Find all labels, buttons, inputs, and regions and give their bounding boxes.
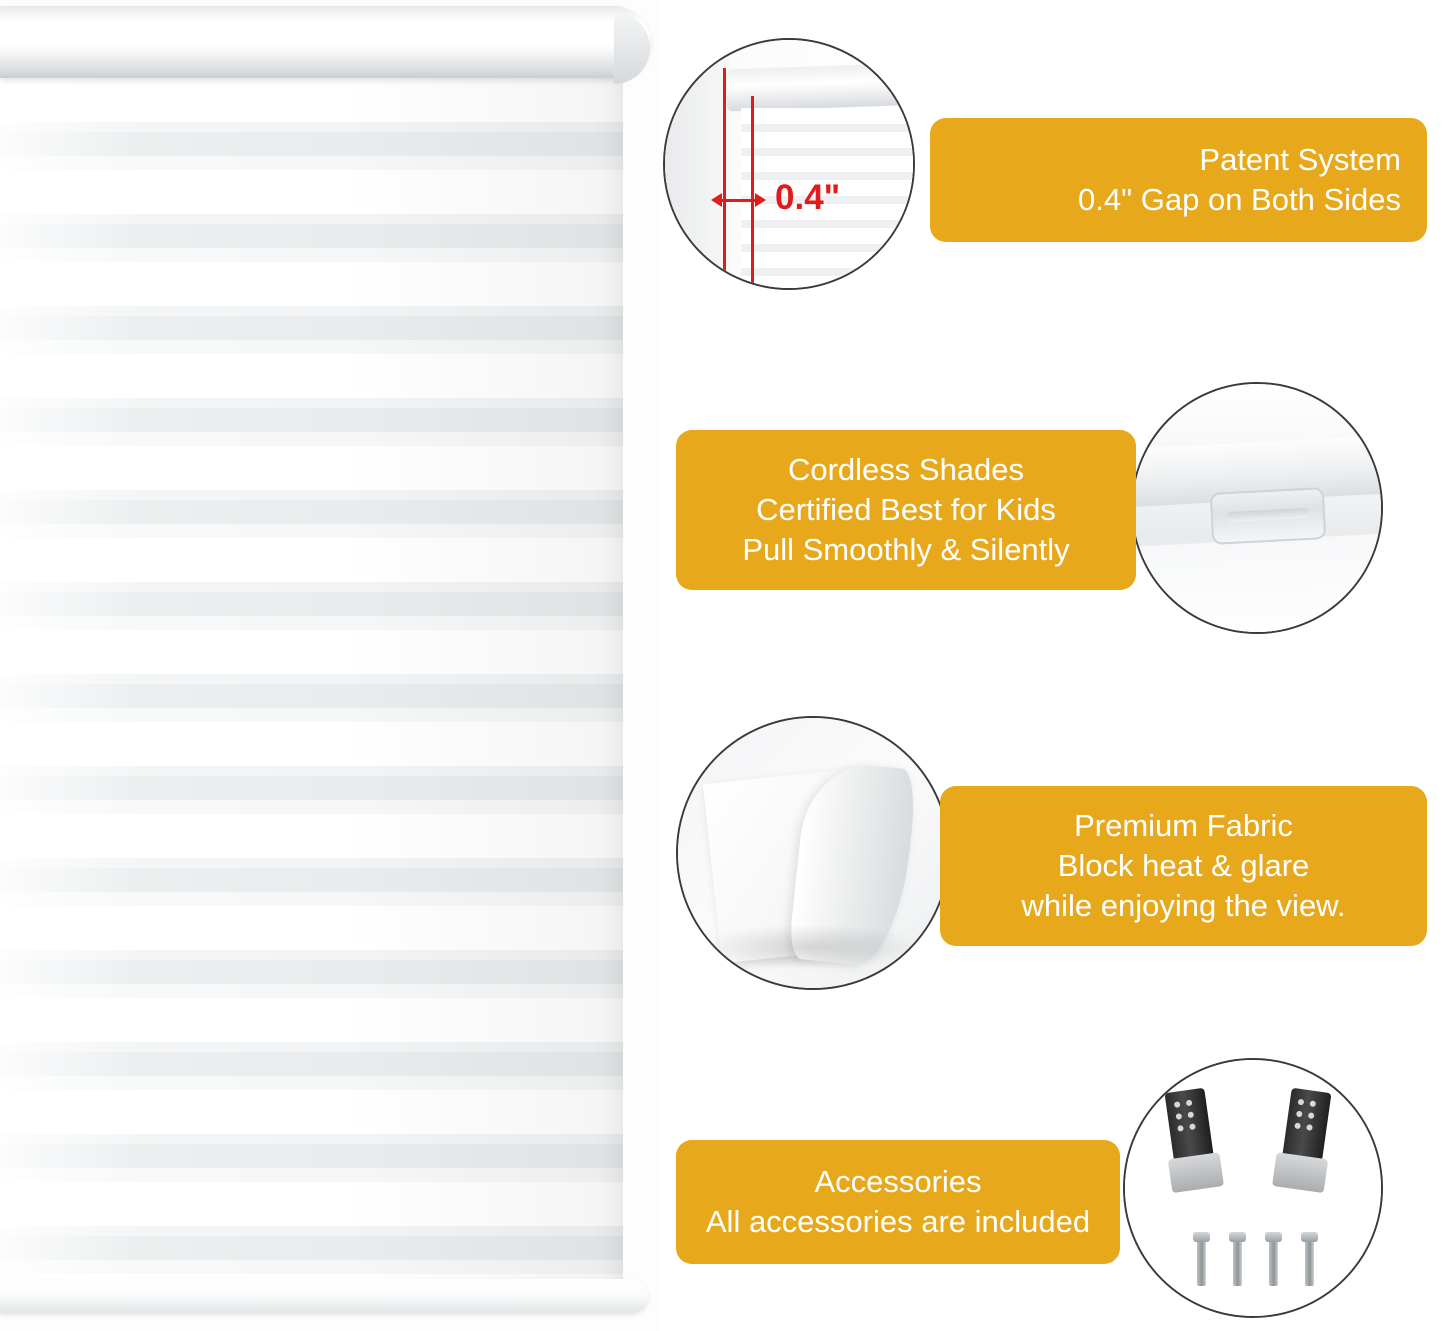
gap-measurement-label: 0.4" xyxy=(775,178,841,217)
measurement-arrow-icon xyxy=(709,190,769,210)
wall-below-rail xyxy=(1131,533,1383,634)
callout-line: Cordless Shades xyxy=(787,452,1025,488)
product-photo xyxy=(0,0,660,1331)
shade-bottom-rail xyxy=(0,1279,648,1313)
accessories-closeup-image xyxy=(1123,1058,1383,1318)
callout-line: All accessories are included xyxy=(705,1204,1091,1239)
head-rail-end-cap xyxy=(614,12,650,84)
closeup-background xyxy=(1125,1060,1381,1316)
callout-line: Pull Smoothly & Silently xyxy=(742,531,1070,567)
shade-head-rail xyxy=(0,6,650,78)
arrow-right-head-icon xyxy=(755,193,766,207)
callout-line: Accessories xyxy=(814,1164,982,1200)
callout-cordless-shades xyxy=(676,430,1136,590)
bracket-foot xyxy=(1168,1152,1224,1193)
premium-fabric-closeup-image xyxy=(676,716,950,990)
fabric-shadow xyxy=(696,924,926,970)
callout-line: while enjoying the view. xyxy=(1021,887,1346,923)
callout-patent-system xyxy=(930,118,1427,242)
callout-line: Patent System xyxy=(1199,142,1401,178)
bracket-holes xyxy=(1294,1099,1322,1136)
cordless-handle-closeup-image xyxy=(1131,382,1383,634)
bracket-holes xyxy=(1174,1099,1202,1136)
callout-premium-fabric xyxy=(940,786,1427,946)
screw xyxy=(1197,1238,1206,1286)
screw xyxy=(1269,1238,1278,1286)
window-frame-edge xyxy=(665,40,731,288)
shade-fabric xyxy=(0,78,623,1293)
screw xyxy=(1233,1238,1242,1286)
screw xyxy=(1305,1238,1314,1286)
bracket-foot xyxy=(1272,1152,1328,1193)
callout-line: 0.4" Gap on Both Sides xyxy=(1078,182,1401,217)
pull-handle xyxy=(1210,487,1327,545)
callout-line: Block heat & glare xyxy=(1057,848,1310,884)
callout-line: Premium Fabric xyxy=(1074,808,1293,844)
callout-line: Certified Best for Kids xyxy=(756,492,1056,528)
head-rail-closeup xyxy=(727,63,915,112)
callout-accessories xyxy=(676,1140,1120,1264)
patent-system-closeup-image xyxy=(663,38,915,290)
measurement-guide-line-left xyxy=(723,68,726,288)
